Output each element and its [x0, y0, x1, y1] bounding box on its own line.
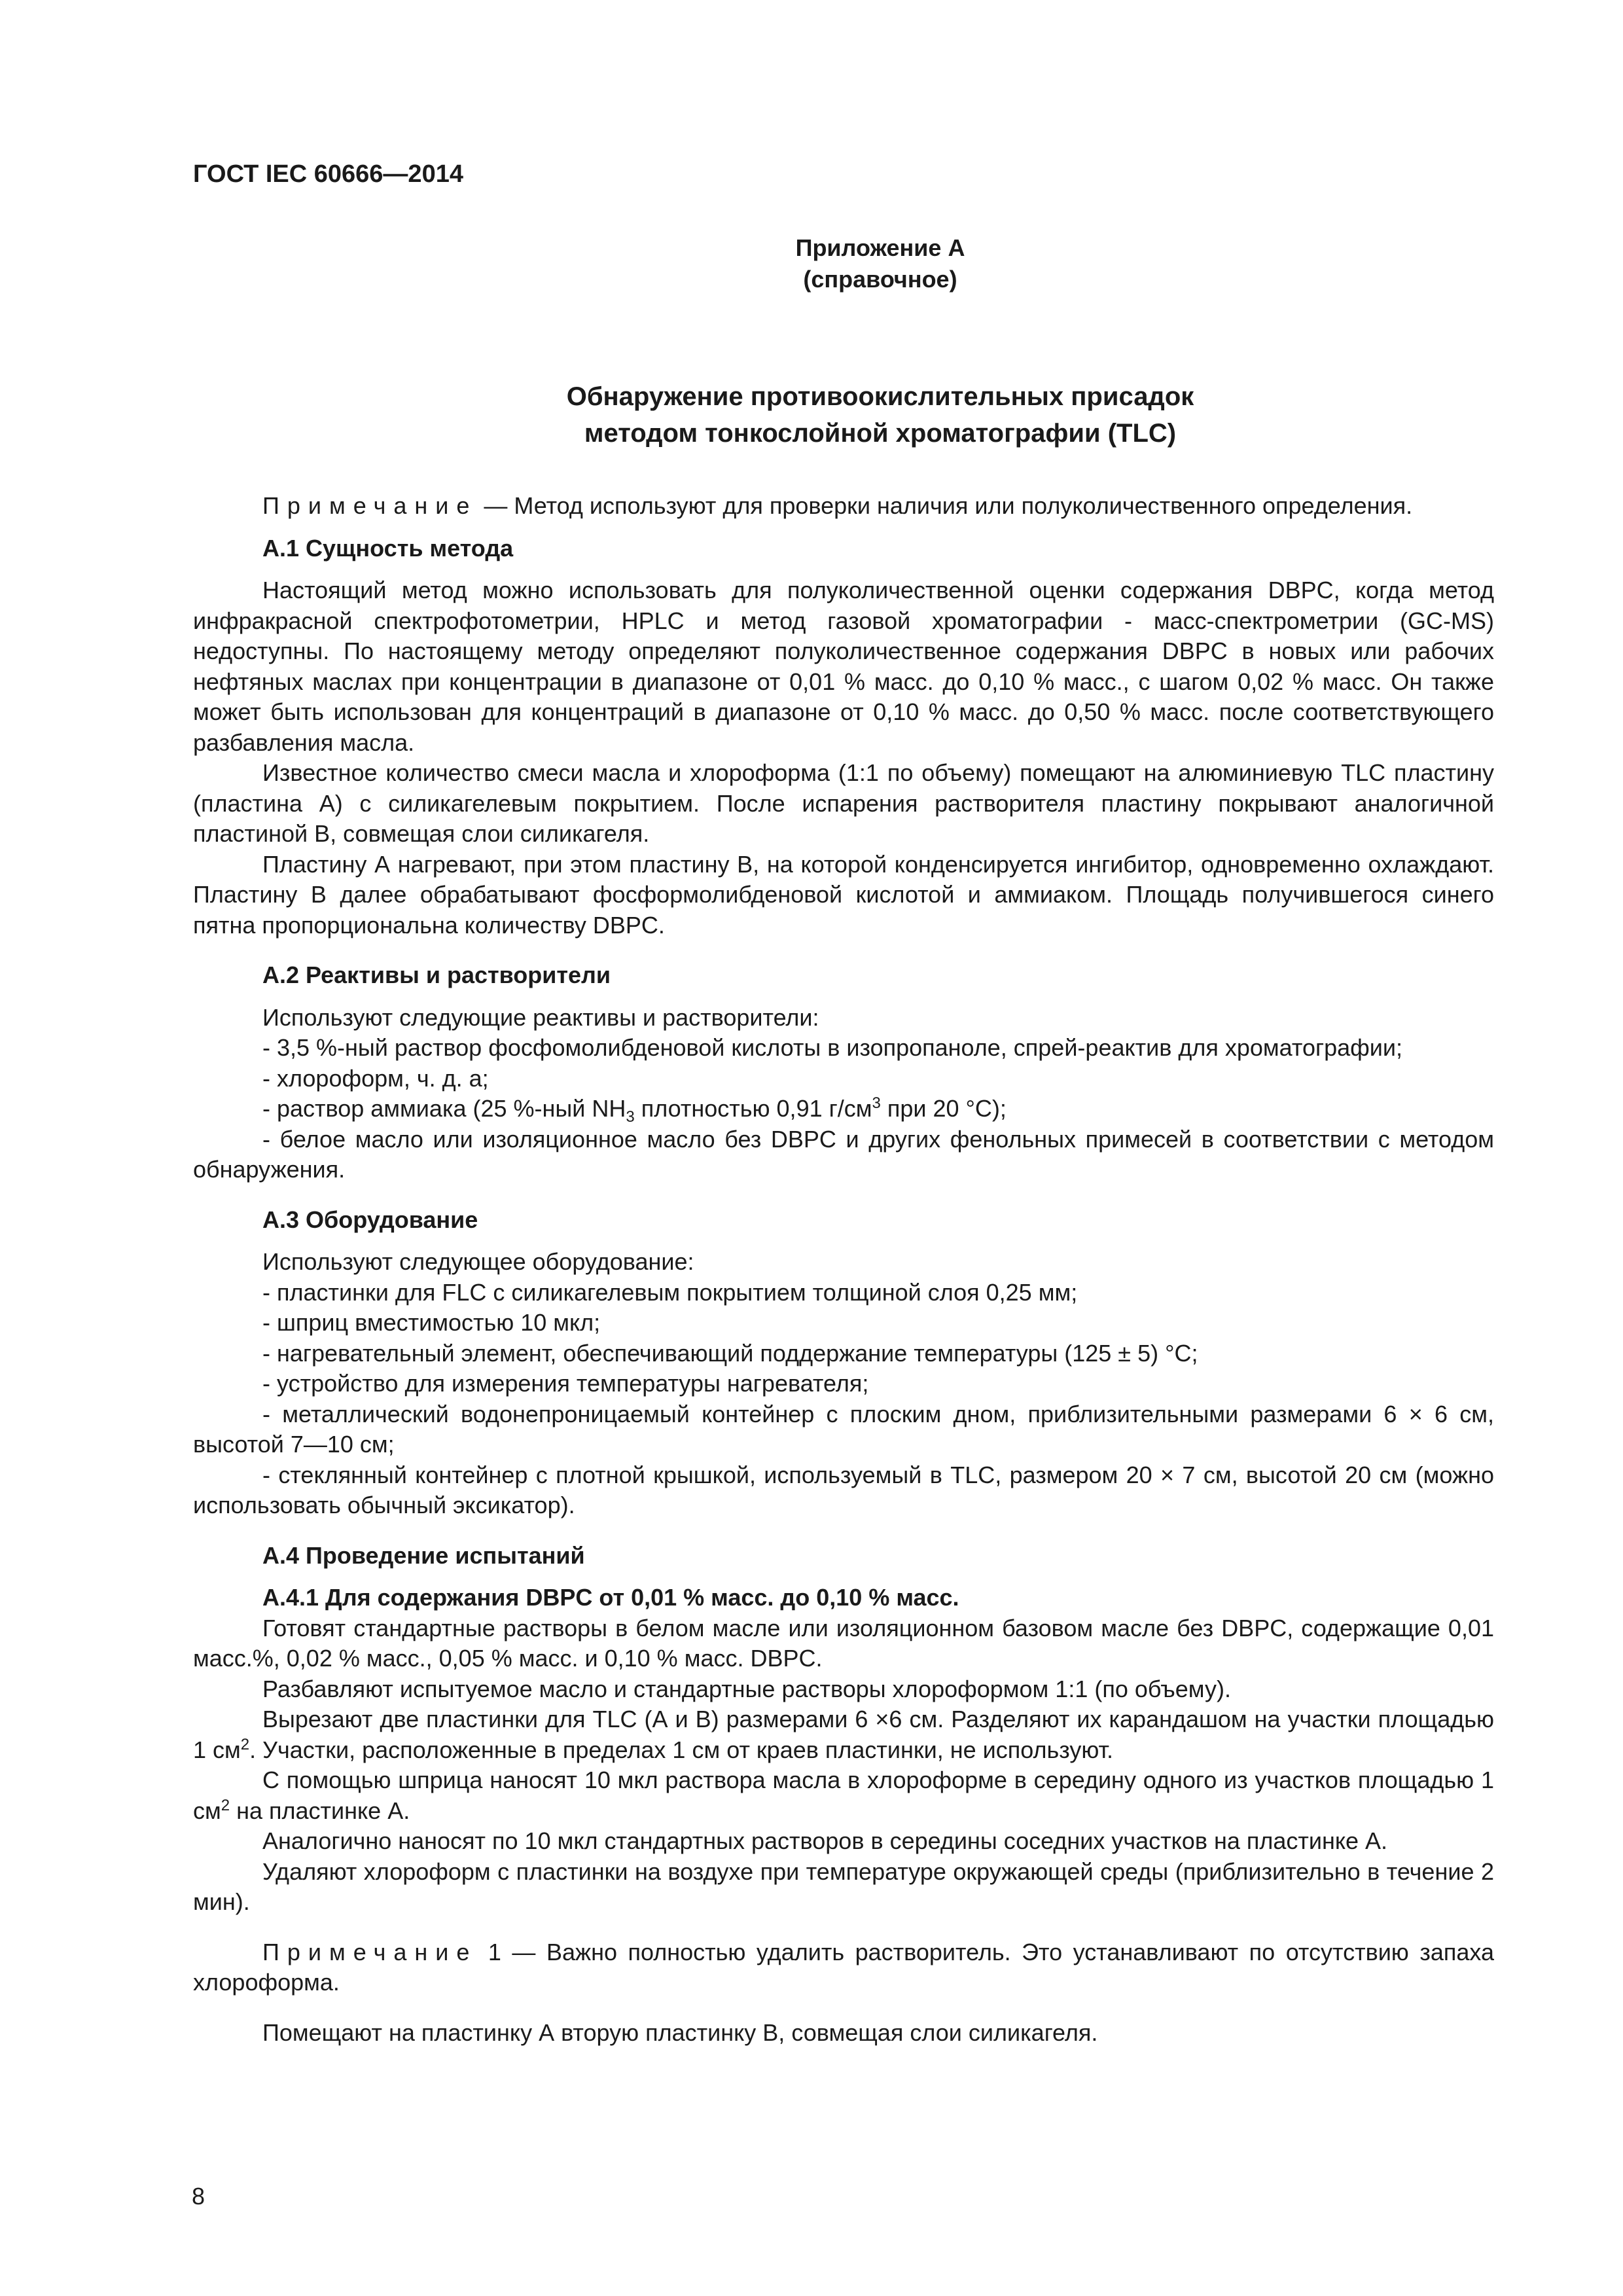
heading-a4: А.4 Проведение испытаний [262, 1541, 585, 1569]
a1-paragraph-3: Пластину А нагревают, при этом пластину В, на которой конденсируется ингибитор, одновременно охлаждают. Пластину В далее обрабатывают фосформолибденовой кислотой и аммиаком. Площадь получившегося синего пятна пропорциональна количеству DBPC. [193, 850, 1494, 939]
a4-paragraph: Удаляют хлороформ с пластинки на воздухе при температуре окружающей среды (приблизительно в течение 2 мин). [193, 1857, 1494, 1915]
a4-paragraph: Готовят стандартные растворы в белом масле или изоляционном базовом масле без DBPC, содержащие 0,01 масс.%, 0,02 % масс., 0,05 % масс. и 0,10 % масс. DBPC. [193, 1614, 1494, 1672]
a4-paragraph: Вырезают две пластинки для TLC (А и В) размерами 6 ×6 см. Разделяют их карандашом на участки площадью 1 $см^2$. Участки, расположенные в пределах 1 см от краев пластинки, не используют. [193, 1706, 1494, 1763]
note-text: 1 — Важно полностью удалить растворитель. Это устанавливают по отсутствию запаха хлороформа. [193, 1938, 1494, 1996]
a4-paragraph: Помещают на пластинку А вторую пластинку В, совмещая слои силикагеля. [262, 2018, 1098, 2046]
a4-note-1 [193, 1937, 1494, 1998]
a3-list-item: - пластинки для FLC с силикагелевым покрытием толщиной слоя 0,25 мм; [262, 1278, 1078, 1306]
a3-intro: Используют следующее оборудование: [262, 1248, 694, 1275]
a3-list-item: - стеклянный контейнер с плотной крышкой, используемый в TLC, размером 20 × 7 см, высотой 20 см (можно использовать обычный эксикатор). [193, 1461, 1494, 1518]
a1-paragraph-1: Настоящий метод можно использовать для полуколичественной оценки содержания DBPC, когда метод инфракрасной спектрофотометрии, HPLC и метод газовой хроматографии - масс-спектрометрии (GC-MS) недоступны. По настоящему методу определяют полуколичественное содержания DBPC в новых или рабочих нефтяных маслах при концентрации в диапазоне от 0,01 % масс. до 0,10 % масс., с шагом 0,02 % масс. Он также может быть использован для концентраций в диапазоне от 0,10 % масс. до 0,50 % масс. после соответствующего разбавления масла. [193, 577, 1494, 756]
a3-list-item: - нагревательный элемент, обеспечивающий поддержание температуры (125 ± 5) °С; [262, 1339, 1198, 1367]
a2-list-item: - раствор аммиака (25 %-ный $NH_3$ плотностью 0,91 $г/см^3$ при 20 °С); [262, 1094, 1007, 1126]
a2-list-item: - хлороформ, ч. д. а; [262, 1064, 489, 1092]
document-header: ГОСТ IEC 60666—2014 [193, 160, 463, 188]
a2-list-item: - 3,5 %-ный раствор фосфомолибденовой кислоты в изопропаноле, спрей-реактив для хроматографии; [262, 1034, 1403, 1061]
a3-list-item: - металлический водонепроницаемый контейнер с плоским дном, приблизительными размерами 6 × 6 см, высотой 7—10 см; [193, 1400, 1494, 1458]
appendix-subtitle: (справочное) [803, 266, 957, 293]
a4-paragraph: С помощью шприца наносят 10 мкл раствора масла в хлороформе в середину одного из участков площадью 1 $см^2$ на пластинке А. [193, 1767, 1494, 1824]
section-title-line-1: Обнаружение противоокислительных присадок [566, 382, 1194, 411]
intro-note [193, 491, 1494, 522]
appendix-label [0, 232, 1623, 295]
appendix-title: Приложение А [795, 234, 965, 261]
section-title [0, 378, 1623, 452]
heading-a2: А.2 Реактивы и растворители [262, 961, 611, 988]
a2-list-item: - белое масло или изоляционное масло без DBPC и других фенольных примесей в соответствии с методом обнаружения. [193, 1125, 1494, 1183]
note-label: Примечание [262, 492, 478, 519]
a3-list-item: - устройство для измерения температуры нагревателя; [262, 1370, 869, 1397]
heading-a3: А.3 Оборудование [262, 1206, 478, 1233]
note-text: — Метод используют для проверки наличия или полуколичественного определения. [477, 492, 1413, 519]
a2-intro: Используют следующие реактивы и растворители: [262, 1003, 819, 1031]
note-label: Примечание [262, 1938, 478, 1965]
page-number: 8 [192, 2183, 205, 2210]
a4-paragraph: Разбавляют испытуемое масло и стандартные растворы хлороформом 1:1 (по объему). [262, 1675, 1231, 1702]
section-title-line-2: методом тонкослойной хроматографии (TLC) [584, 419, 1177, 448]
a4-paragraph: Аналогично наносят по 10 мкл стандартных растворов в середины соседних участков на пластинке А. [262, 1827, 1388, 1854]
a3-list-item: - шприц вместимостью 10 мкл; [262, 1309, 601, 1336]
heading-a1: А.1 Сущность метода [262, 534, 514, 562]
document-body [193, 491, 1494, 2048]
heading-a4-1: А.4.1 Для содержания DBPC от 0,01 % масс. до 0,10 % масс. [262, 1584, 959, 1611]
a1-paragraph-2: Известное количество смеси масла и хлороформа (1:1 по объему) помещают на алюминиевую TLC пластину (пластина А) с силикагелевым покрытием. После испарения растворителя пластину покрывают аналогичной пластиной В, совмещая слои силикагеля. [193, 759, 1494, 847]
